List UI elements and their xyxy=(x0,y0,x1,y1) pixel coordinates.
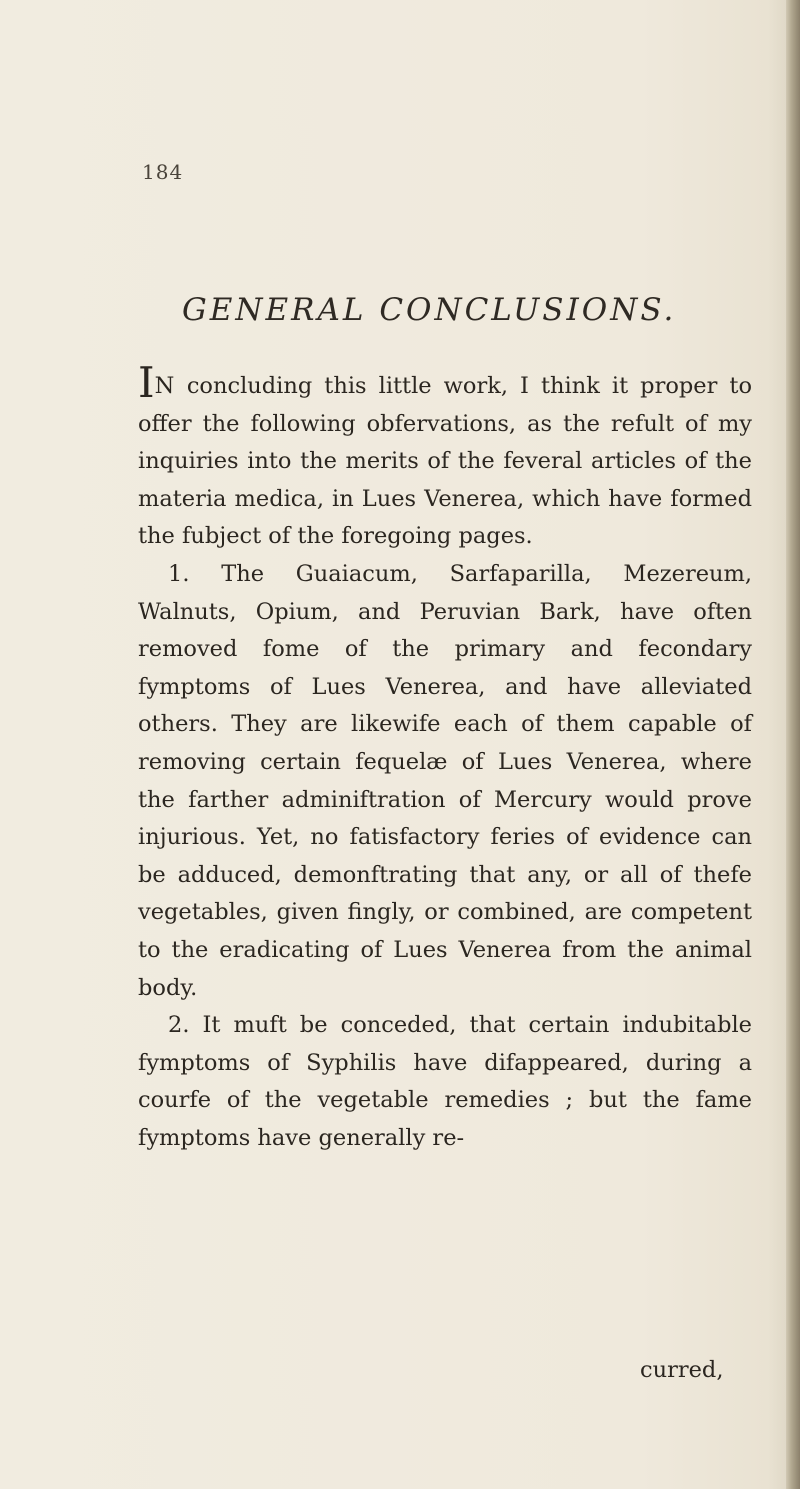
intro-lead: N xyxy=(154,373,175,399)
point-number: 1. xyxy=(168,560,190,587)
catchword: curred, xyxy=(640,1357,724,1383)
body-text xyxy=(138,358,752,1157)
page-number: 184 xyxy=(142,160,184,184)
point-number: 2. xyxy=(168,1012,190,1039)
point-paragraph-1 xyxy=(138,556,752,1007)
page-title: GENERAL CONCLUSIONS. xyxy=(182,292,677,328)
point-text: The Guaiacum, Sarfaparilla, Mezereum, Walnuts, Opium, and Peruvian Bark, have often removed fome of the primary and fecondary fymptoms of Lues Venerea, and have alleviated others. They are likewife each of them capable of removing certain fequelæ of Lues Venerea, where the farther adminiftration of Mercury would prove injurious. Yet, no fatisfactory feries of evidence can be adduced, demonftrating that any, or all of thefe vegetables, given fingly, or combined, are competent to the eradicating of Lues Venerea from the animal body. xyxy=(138,560,752,1001)
point-text: It muft be conceded, that certain indubitable fymptoms of Syphilis have difappeared, during a courfe of the vegetable remedies ; but the fame fymptoms have generally re- xyxy=(138,1012,752,1151)
page-edge-shadow xyxy=(786,0,800,1489)
drop-cap: I xyxy=(138,358,155,407)
intro-text: concluding this little work, I think it proper to offer the following obfervations, as the refult of my inquiries into the merits of the feveral articles of the materia medica, in Lues Venerea, which have formed the fubject of the foregoing pages. xyxy=(138,373,752,550)
point-paragraph-2 xyxy=(138,1007,752,1157)
intro-paragraph xyxy=(138,358,752,556)
